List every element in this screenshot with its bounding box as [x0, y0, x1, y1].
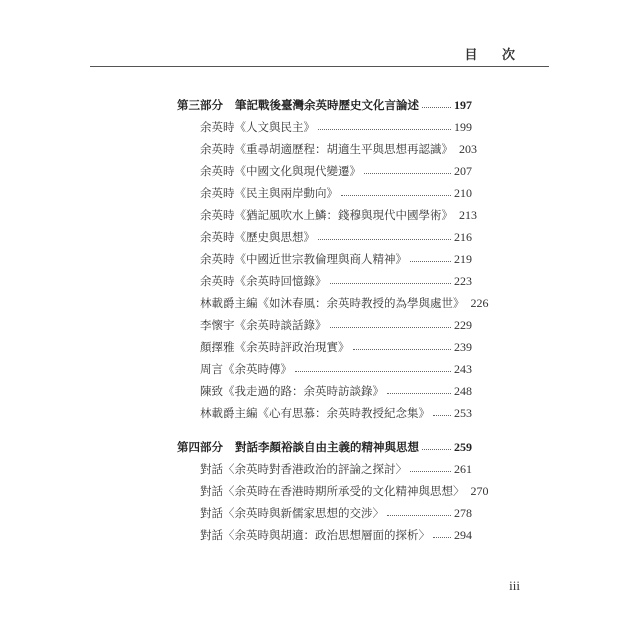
toc-entry[interactable] — [200, 186, 472, 200]
page-ref: 248 — [454, 384, 472, 398]
toc-entry[interactable] — [200, 164, 472, 178]
entry-title: 余英時《歷史與思想》 — [200, 230, 315, 244]
entry-title: 對話〈余英時與新儒家思想的交涉〉 — [200, 506, 384, 520]
page-ref: 207 — [454, 164, 472, 178]
page-ref: 243 — [454, 362, 472, 376]
part-title: 筆記戰後臺灣余英時歷史文化言論述 — [235, 98, 419, 112]
part-number: 第三部分 — [177, 98, 223, 112]
entry-title: 顏擇雅《余英時評政治現實》 — [200, 340, 350, 354]
toc-entry[interactable] — [200, 142, 477, 156]
dot-leader — [318, 129, 451, 130]
entry-title: 對話〈余英時與胡適：政治思想層面的探析〉 — [200, 528, 430, 542]
dot-leader — [410, 471, 451, 472]
dot-leader — [410, 261, 451, 262]
page-ref: 270 — [470, 484, 489, 498]
page-ref: 261 — [454, 462, 472, 476]
page-ref: 259 — [454, 440, 472, 454]
dot-leader — [422, 449, 451, 450]
page-ref: 199 — [454, 120, 472, 134]
dot-leader — [353, 349, 452, 350]
dot-leader — [295, 371, 451, 372]
page-ref: 253 — [454, 406, 472, 420]
toc-entry[interactable] — [200, 208, 477, 222]
dot-leader — [433, 415, 451, 416]
dot-leader — [341, 195, 451, 196]
page-ref: 203 — [459, 142, 477, 156]
entry-title: 余英時《余英時回憶錄》 — [200, 274, 327, 288]
toc-entry[interactable] — [200, 462, 472, 476]
header-rule — [90, 66, 549, 67]
page-number: iii — [509, 578, 520, 593]
entry-title: 陳致《我走過的路：余英時訪談錄》 — [200, 384, 384, 398]
page-ref: 278 — [454, 506, 472, 520]
page-ref: 197 — [454, 98, 472, 112]
part-title: 對話李顏裕談自由主義的精神與思想 — [235, 440, 419, 454]
entry-title: 周言《余英時傳》 — [200, 362, 292, 376]
toc-entry[interactable] — [200, 362, 472, 376]
page-ref: 223 — [454, 274, 472, 288]
entry-title: 余英時《人文與民主》 — [200, 120, 315, 134]
toc-entry[interactable] — [200, 384, 472, 398]
entry-title: 對話〈余英時對香港政治的評論之探討〉 — [200, 462, 407, 476]
toc-entry[interactable] — [200, 230, 472, 244]
toc-entry[interactable] — [200, 528, 472, 542]
entry-title: 余英時《民主與兩岸動向》 — [200, 186, 338, 200]
entry-title: 林載爵主編《如沐春風：余英時教授的為學與處世》 — [200, 296, 465, 310]
dot-leader — [422, 107, 451, 108]
page-ref: 210 — [454, 186, 472, 200]
toc-entry[interactable] — [200, 318, 472, 332]
toc-entry[interactable] — [200, 506, 472, 520]
toc-entry[interactable] — [200, 340, 472, 354]
header-title: 目 次 — [464, 48, 525, 63]
toc-entry[interactable] — [200, 252, 472, 266]
toc-entry[interactable] — [200, 274, 472, 288]
dot-leader — [330, 327, 452, 328]
toc-entry[interactable] — [200, 484, 489, 498]
part-number: 第四部分 — [177, 440, 223, 454]
dot-leader — [364, 173, 451, 174]
page-ref: 229 — [454, 318, 472, 332]
dot-leader — [330, 283, 452, 284]
page-ref: 239 — [454, 340, 472, 354]
page-ref: 213 — [459, 208, 477, 222]
toc-entry[interactable] — [200, 406, 472, 420]
page-ref: 219 — [454, 252, 472, 266]
dot-leader — [387, 515, 451, 516]
entry-title: 對話〈余英時在香港時期所承受的文化精神與思想〉 — [200, 484, 465, 498]
page-ref: 216 — [454, 230, 472, 244]
entry-title: 余英時《重尋胡適歷程：胡適生平與思想再認識》 — [200, 142, 453, 156]
entry-title: 余英時《中國近世宗教倫理與商人精神》 — [200, 252, 407, 266]
toc-part-four[interactable] — [177, 440, 472, 454]
entry-title: 李懷宇《余英時談話錄》 — [200, 318, 327, 332]
toc-entry[interactable] — [200, 120, 472, 134]
entry-title: 余英時《猶記風吹水上鱗：錢穆與現代中國學術》 — [200, 208, 453, 222]
toc-entry[interactable] — [200, 296, 489, 310]
entry-title: 余英時《中國文化與現代變遷》 — [200, 164, 361, 178]
page-ref: 294 — [454, 528, 472, 542]
dot-leader — [318, 239, 451, 240]
dot-leader — [387, 393, 451, 394]
page-ref: 226 — [470, 296, 489, 310]
dot-leader — [433, 537, 451, 538]
entry-title: 林載爵主編《心有思慕：余英時教授紀念集》 — [200, 406, 430, 420]
toc-part-three[interactable] — [177, 98, 472, 112]
